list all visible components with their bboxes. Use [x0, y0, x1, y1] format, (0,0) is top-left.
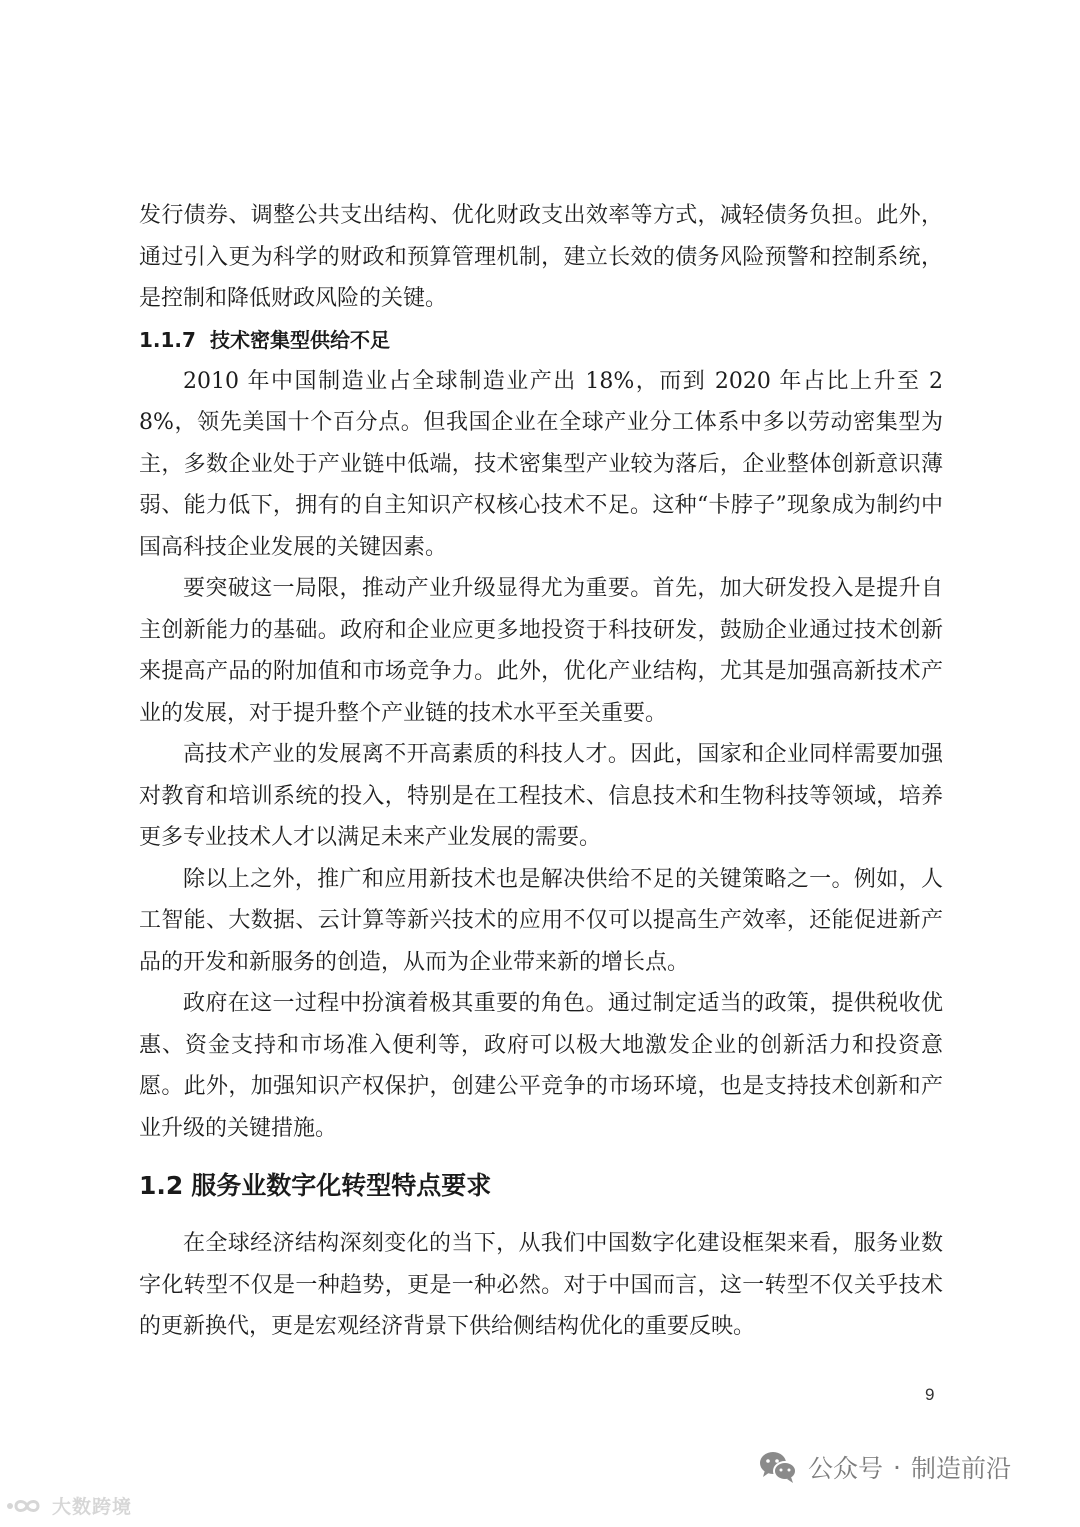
- page-number: 9: [925, 1385, 935, 1404]
- watermark-left: [6, 1492, 132, 1519]
- section-number: 1.1.7: [139, 327, 196, 352]
- section-title: 技术密集型供给不足: [209, 327, 390, 352]
- paragraph-continued: 发行债券、调整公共支出结构、优化财政支出效率等方式，减轻债务负担。此外，通过引入更为科学的财政和预算管理机制，建立长效的债务风险预警和控制系统，是控制和降低财政风险的关键。: [139, 203, 943, 311]
- section-heading-1-2: [139, 1161, 943, 1211]
- watermark-account-name: 制造前沿: [910, 1454, 1011, 1483]
- page-content: [139, 195, 943, 1348]
- watermark-separator: ·: [893, 1452, 901, 1482]
- infinity-logo-icon: [6, 1495, 48, 1517]
- paragraph: 要突破这一局限，推动产业升级显得尤为重要。首先，加大研发投入是提升自主创新能力的基础。政府和企业应更多地投资于科技研发，鼓励企业通过技术创新来提高产品的附加值和市场竞争力。此外，优化产业结构，尤其是加强高新技术产业的发展，对于提升整个产业链的技术水平至关重要。: [139, 576, 943, 726]
- wechat-icon: [758, 1450, 798, 1484]
- paragraph: 2010 年中国制造业占全球制造业产出 18%，而到 2020 年占比上升至 28%，领先美国十个百分点。但我国企业在全球产业分工体系中多以劳动密集型为主，多数企业处于产业链中低端，技术密集型产业较为落后，企业整体创新意识薄弱、能力低下，拥有的自主知识产权核心技术不足。这种“卡脖子”现象成为制约中国高科技企业发展的关键因素。: [139, 368, 943, 560]
- watermark-left-text: 大数跨境: [52, 1496, 133, 1518]
- section-number: 1.2: [139, 1171, 184, 1200]
- paragraph: 除以上之外，推广和应用新技术也是解决供给不足的关键策略之一。例如，人工智能、大数据、云计算等新兴技术的应用不仅可以提高生产效率，还能促进新产品的开发和新服务的创造，从而为企业带来新的增长点。: [139, 866, 943, 975]
- paragraph: 政府在这一过程中扮演着极其重要的角色。通过制定适当的政策，提供税收优惠、资金支持和市场准入便利等，政府可以极大地激发企业的创新活力和投资意愿。此外，加强知识产权保护，创建公平竞争的市场环境，也是支持技术创新和产业升级的关键措施。: [139, 991, 943, 1141]
- section-heading-1-1-7: [139, 322, 943, 358]
- watermark-label: 公众号: [808, 1454, 884, 1483]
- watermark-right: [758, 1447, 1011, 1487]
- paragraph: 在全球经济结构深刻变化的当下，从我们中国数字化建设框架来看，服务业数字化转型不仅是一种趋势，更是一种必然。对于中国而言，这一转型不仅关乎技术的更新换代，更是宏观经济背景下供给侧结构优化的重要反映。: [139, 1231, 943, 1339]
- section-title: 服务业数字化转型特点要求: [191, 1171, 492, 1200]
- paragraph: 高技术产业的发展离不开高素质的科技人才。因此，国家和企业同样需要加强对教育和培训系统的投入，特别是在工程技术、信息技术和生物科技等领域，培养更多专业技术人才以满足未来产业发展的需要。: [139, 742, 943, 850]
